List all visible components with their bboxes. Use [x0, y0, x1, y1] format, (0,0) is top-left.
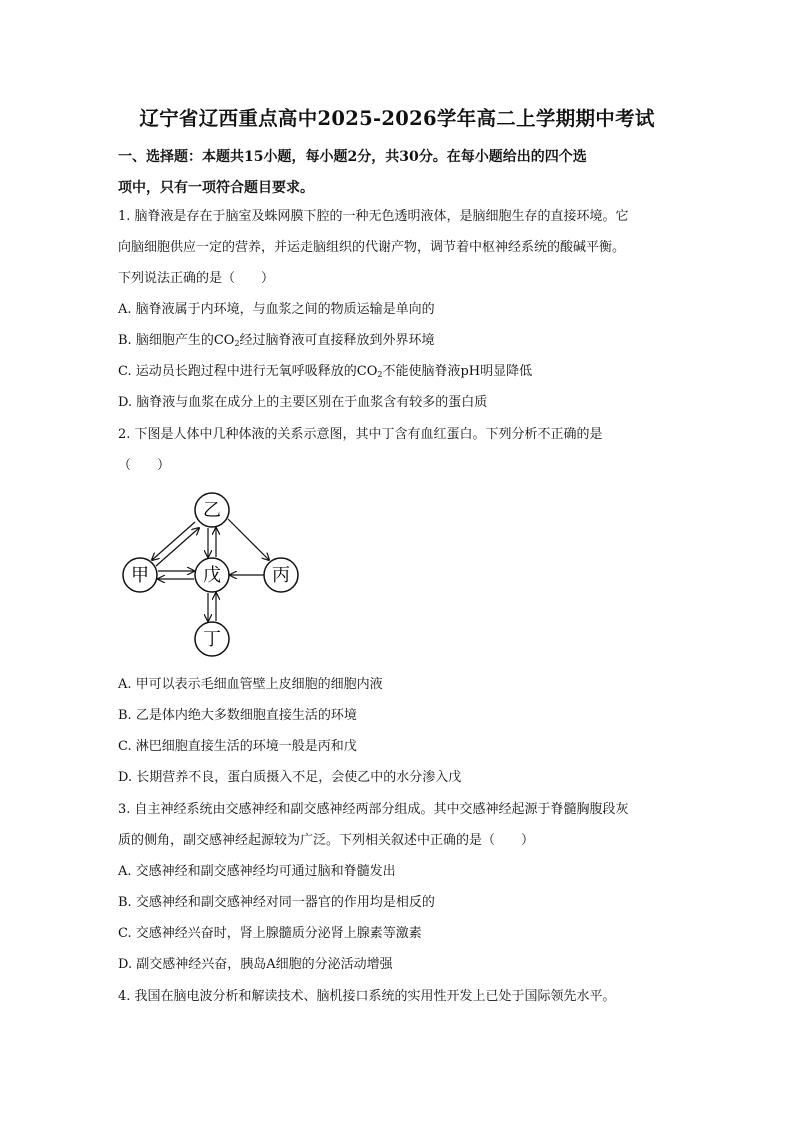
- question-3-option-a: A. 交感神经和副交感神经均可通过脑和脊髓发出: [118, 864, 396, 879]
- question-3-option-d: D. 副交感神经兴奋，胰岛A细胞的分泌活动增强: [118, 957, 393, 972]
- question-1-stem-line2: 向脑细胞供应一定的营养，并运走脑组织的代谢产物，调节着中枢神经系统的酸碱平衡。: [118, 240, 626, 255]
- question-2-stem-line2: （ ）: [118, 458, 171, 473]
- diagram-label-wu: 戊: [203, 565, 221, 586]
- question-1-option-c: C. 运动员长跑过程中进行无氧呼吸释放的$CO_2$不能使脑脊液pH明显降低: [118, 364, 533, 379]
- question-2-stem-line1: 2. 下图是人体中几种体液的关系示意图，其中丁含有血红蛋白。下列分析不正确的是: [118, 427, 603, 442]
- question-2-option-b: B. 乙是体内绝大多数细胞直接生活的环境: [118, 708, 357, 723]
- diagram-label-jia: 甲: [131, 565, 149, 586]
- question-2-option-c: C. 淋巴细胞直接生活的环境一般是丙和戊: [118, 739, 357, 754]
- question-1-stem-line1: 1. 脑脊液是存在于脑室及蛛网膜下腔的一种无色透明液体，是脑细胞生存的直接环境。它: [118, 209, 629, 224]
- body-fluid-diagram: [118, 488, 318, 663]
- question-4-stem-line1: 4. 我国在脑电波分析和解读技术、脑机接口系统的实用性开发上已处于国际领先水平。: [118, 989, 616, 1004]
- exam-title: 辽宁省辽西重点高中2025-2026学年高二上学期期中考试: [139, 107, 655, 130]
- question-3-option-b: B. 交感神经和副交感神经对同一器官的作用均是相反的: [118, 895, 435, 910]
- section-heading-line2: 项中，只有一项符合题目要求。: [118, 180, 314, 196]
- diagram-label-ding: 丁: [203, 629, 221, 650]
- question-1-option-b: B. 脑细胞产生的$CO_2$经过脑脊液可直接释放到外界环境: [118, 333, 435, 348]
- question-1-option-d: D. 脑脊液与血浆在成分上的主要区别在于血浆含有较多的蛋白质: [118, 395, 488, 410]
- question-1-stem-line3: 下列说法正确的是（ ）: [118, 271, 275, 286]
- question-2-option-d: D. 长期营养不良，蛋白质摄入不足，会使乙中的水分渗入戊: [118, 770, 462, 785]
- question-3-stem-line1: 3. 自主神经系统由交感神经和副交感神经两部分组成。其中交感神经起源于脊髓胸腹段灰: [118, 802, 629, 817]
- question-2-option-a: A. 甲可以表示毛细血管壁上皮细胞的细胞内液: [118, 677, 383, 692]
- question-1-option-a: A. 脑脊液属于内环境，与血浆之间的物质运输是单向的: [118, 302, 435, 317]
- question-3-stem-line2: 质的侧角，副交感神经起源较为广泛。下列相关叙述中正确的是（ ）: [118, 833, 535, 848]
- diagram-label-yi: 乙: [203, 500, 221, 521]
- question-3-option-c: C. 交感神经兴奋时，肾上腺髓质分泌肾上腺素等激素: [118, 926, 422, 941]
- section-heading-line1: 一、选择题：本题共15小题，每小题2分，共30分。在每小题给出的四个选: [118, 149, 587, 165]
- diagram-label-bing: 丙: [272, 565, 290, 586]
